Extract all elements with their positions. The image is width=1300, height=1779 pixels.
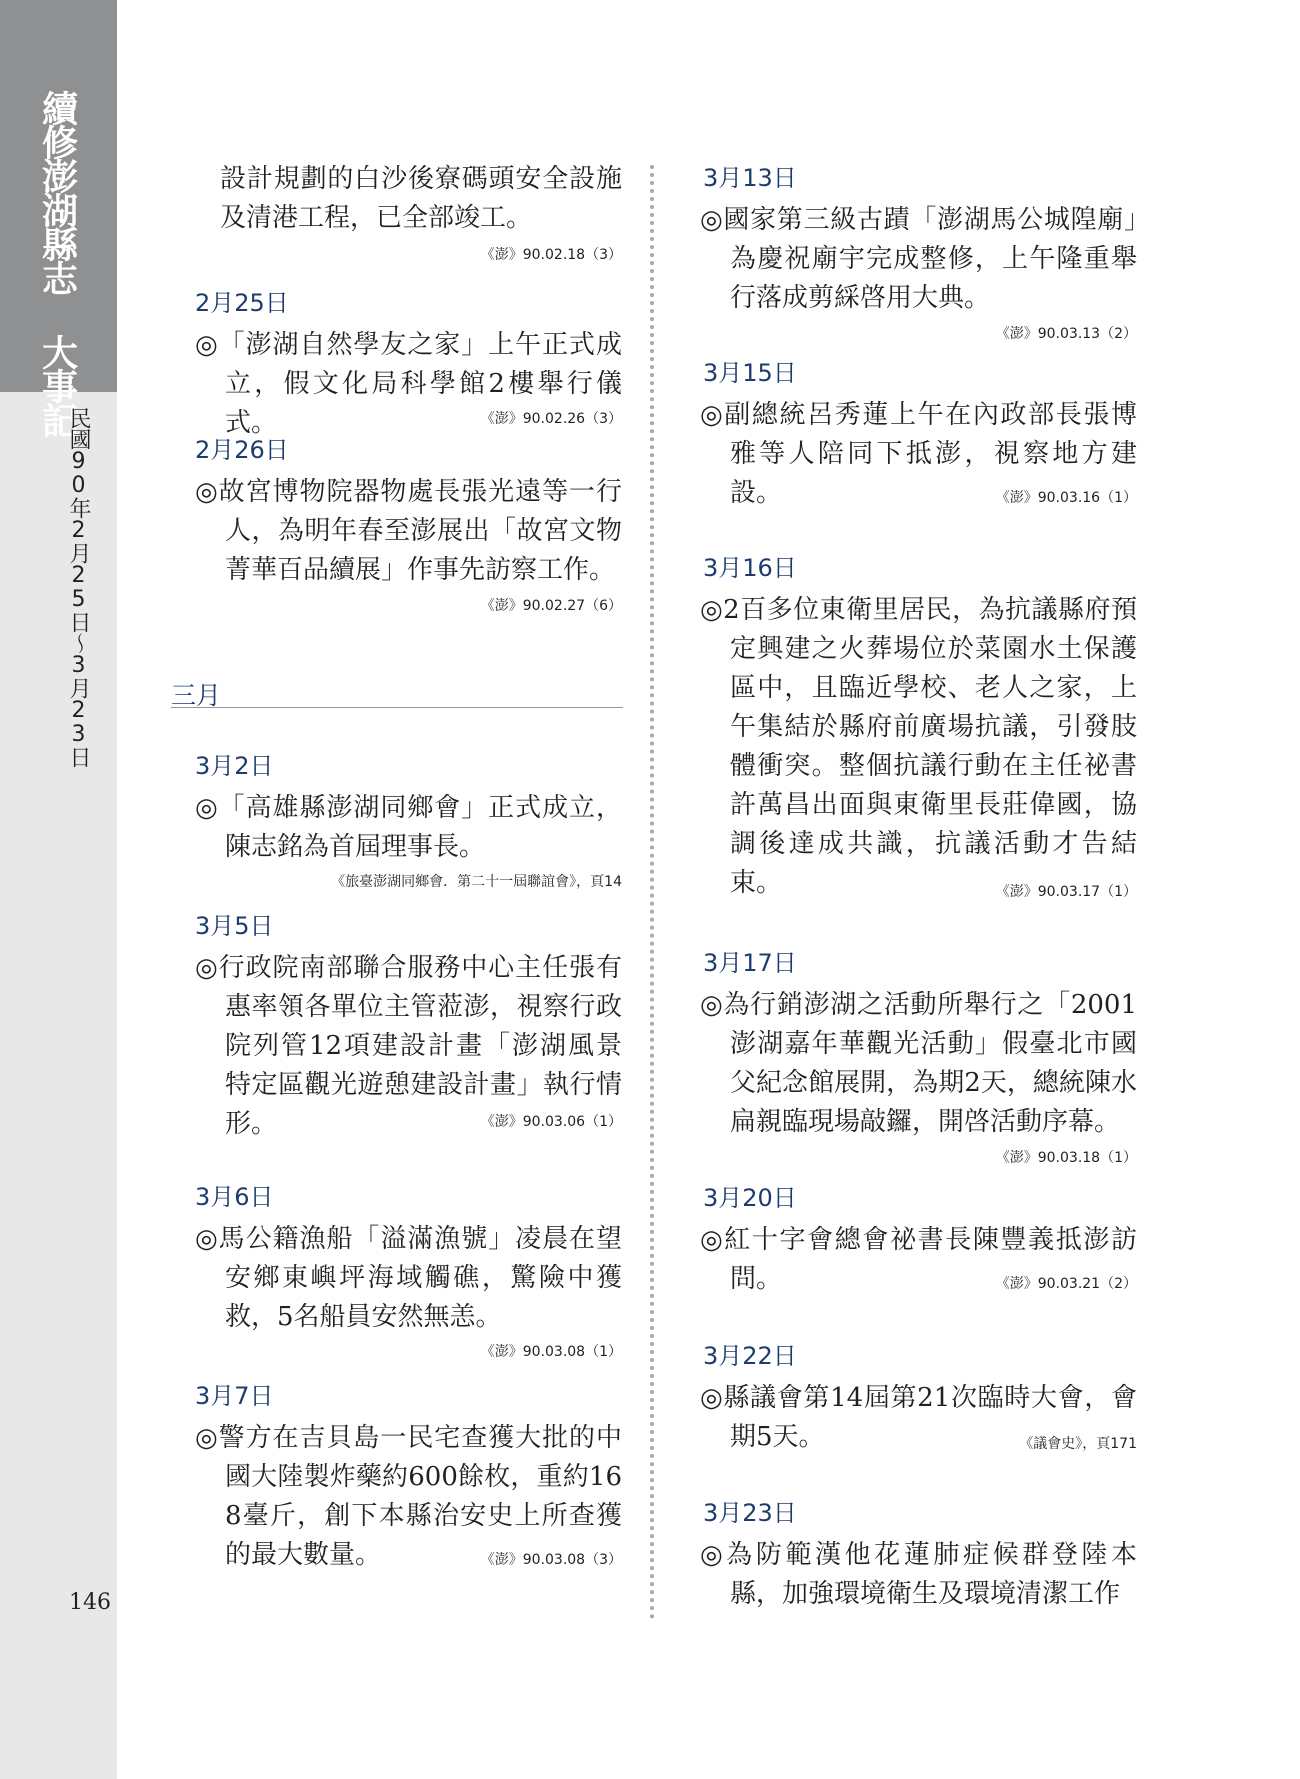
right-column — [667, 150, 1137, 1630]
entry-text: ◎副總統呂秀蓮上午在內政部長張博雅等人陪同下抵澎，視察地方建設。 — [700, 400, 1137, 508]
entry-source: 《議會史》，頁171 — [1019, 1436, 1137, 1452]
entry-source: 《澎》90.02.18（3） — [480, 247, 622, 263]
entry-date: 3月22日 — [703, 1342, 797, 1370]
entry-date: 3月5日 — [195, 912, 274, 940]
section-rule — [171, 707, 623, 708]
entry-date: 3月23日 — [703, 1499, 797, 1527]
entry-text: ◎警方在吉貝島一民宅查獲大批的中國大陸製炸藥約600餘枚，重約168臺斤，創下本縣治安史上所查獲的最大數量。 — [195, 1423, 622, 1570]
entry-source: 《澎》90.03.21（2） — [995, 1276, 1137, 1292]
entry-text: ◎縣議會第14屆第21次臨時大會，會期5天。 — [700, 1383, 1137, 1452]
entry-text: ◎馬公籍漁船「溢滿漁號」凌晨在望安鄉東嶼坪海域觸礁，驚險中獲救，5名船員安然無恙。 — [195, 1224, 622, 1332]
entry-date: 3月15日 — [703, 359, 797, 387]
entry-date: 2月25日 — [195, 289, 289, 317]
entry-source: 《澎》90.03.17（1） — [995, 884, 1137, 900]
page-number: 146 — [69, 1590, 111, 1615]
section-title: 三月 — [171, 681, 222, 710]
sidebar — [0, 0, 117, 1779]
entry-source: 《澎》90.03.13（2） — [995, 326, 1137, 342]
left-column — [160, 150, 622, 1630]
entry-date: 3月7日 — [195, 1382, 274, 1410]
entry-source: 《澎》90.03.06（1） — [480, 1114, 622, 1130]
entry-date: 3月13日 — [703, 164, 797, 192]
entry-date: 3月17日 — [703, 949, 797, 977]
entry-text: ◎行政院南部聯合服務中心主任張有惠率領各單位主管蒞澎，視察行政院列管12項建設計畫「澎湖風景特定區觀光遊憩建設計畫」執行情形。 — [195, 953, 622, 1139]
entry-text: ◎故宮博物院器物處長張光遠等一行人，為明年春至澎展出「故宮文物菁華百品續展」作事先訪察工作。 — [195, 477, 622, 585]
entry-text: ◎為行銷澎湖之活動所舉行之「2001澎湖嘉年華觀光活動」假臺北市國父紀念館展開，為期2天，總統陳水扁親臨現場敲鑼，開啓活動序幕。 — [700, 990, 1137, 1137]
column-divider — [650, 165, 654, 1620]
entry-source: 《澎》90.03.16（1） — [995, 490, 1137, 506]
entry-source: 《澎》90.03.08（1） — [480, 1344, 622, 1360]
entry-source: 《旅臺澎湖同鄉會．第二十一屆聯誼會》，頁14 — [331, 874, 622, 890]
entry-text: ◎「高雄縣澎湖同鄉會」正式成立，陳志銘為首屆理事長。 — [195, 793, 622, 862]
date-range: 民國90年2月25日〜3月23日 — [66, 407, 91, 767]
entry-date: 3月16日 — [703, 554, 797, 582]
entry-date: 2月26日 — [195, 436, 289, 464]
entry-text: ◎為防範漢他花蓮肺症候群登陸本縣，加強環境衛生及環境清潔工作 — [700, 1540, 1137, 1609]
entry-source: 《澎》90.02.26（3） — [480, 411, 622, 427]
entry-date: 3月20日 — [703, 1184, 797, 1212]
entry-text: ◎國家第三級古蹟「澎湖馬公城隍廟」為慶祝廟宇完成整修，上午隆重舉行落成剪綵啓用大典。 — [700, 205, 1137, 313]
entry-text: 設計規劃的白沙後寮碼頭安全設施及清港工程，已全部竣工。 — [220, 164, 622, 233]
entry-source: 《澎》90.02.27（6） — [480, 598, 622, 614]
book-title: 續修澎湖縣志 大事記 — [36, 90, 79, 436]
entry-source: 《澎》90.03.08（3） — [480, 1552, 622, 1568]
entry-date: 3月6日 — [195, 1183, 274, 1211]
entry-text: ◎紅十字會總會祕書長陳豐義抵澎訪問。 — [700, 1225, 1137, 1294]
entry-text: ◎2百多位東衛里居民，為抗議縣府預定興建之火葬場位於菜園水土保護區中，且臨近學校、老人之家，上午集結於縣府前廣場抗議，引發肢體衝突。整個抗議行動在主任祕書許萬昌出面與東衛里長莊偉國，協調後達成共識，抗議活動才告結束。 — [700, 595, 1137, 898]
entry-date: 3月2日 — [195, 752, 274, 780]
entry-source: 《澎》90.03.18（1） — [995, 1150, 1137, 1166]
entry-text: ◎「澎湖自然學友之家」上午正式成立，假文化局科學館2樓舉行儀式。 — [195, 330, 622, 438]
